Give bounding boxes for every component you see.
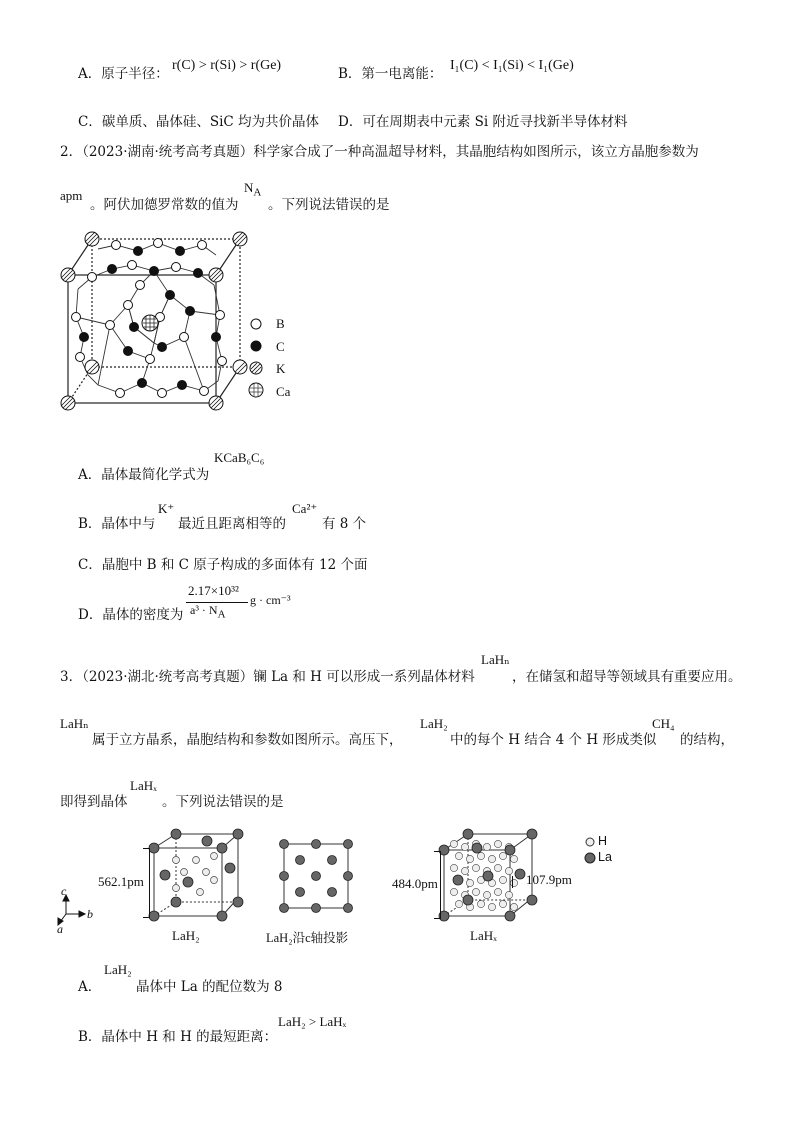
- q2-stem-line2a: 。阿伏加德罗常数的值为: [90, 197, 239, 213]
- q3-option-a-formula: LaH₂: [104, 962, 132, 977]
- q2-option-c: C．晶胞中 B 和 C 原子构成的多面体有 12 个面: [78, 557, 368, 573]
- q3-stem-lah2: LaH₂: [420, 716, 448, 731]
- h-atom: [494, 864, 501, 871]
- q2-option-a-formula: KCaB₆C₆: [214, 450, 265, 465]
- q3-legend-symbols: [582, 834, 598, 868]
- q3-option-b-text: B．晶体中 H 和 H 的最短距离：: [78, 1029, 278, 1045]
- q3-axis-c: c: [61, 884, 67, 898]
- q3-fig-dim3: 107.9pm: [526, 872, 572, 887]
- q2-option-d-numerator: 2.17×10³²: [188, 583, 239, 598]
- h-atom: [483, 843, 490, 850]
- q3-stem-line2b: 中的每个 H 结合 4 个 H 形成类似: [450, 732, 657, 748]
- legend-c-icon: [251, 341, 261, 351]
- h-atom: [477, 852, 484, 859]
- q3-legend-h: H: [598, 834, 608, 848]
- q2-option-b-ion2: Ca²⁺: [292, 501, 318, 516]
- h-atom: [510, 855, 517, 862]
- h-atom: [510, 903, 517, 910]
- q2-option-d-unit: g · cm⁻³: [250, 593, 291, 607]
- q2-legend-symbols: [246, 312, 270, 392]
- q2-legend-k: K: [276, 361, 286, 376]
- h-atom: [505, 867, 512, 874]
- h-atom: [472, 864, 479, 871]
- q3-stem-line3a: 即得到晶体: [60, 794, 128, 810]
- q2-crystal-figure: [58, 225, 238, 415]
- q3-axis-a: a: [57, 922, 63, 936]
- q2-option-d-den-main: a³ · N: [190, 603, 218, 617]
- h-atom: [477, 900, 484, 907]
- q1-option-d: D．可在周期表中元素 Si 附近寻找新半导体材料: [338, 114, 628, 130]
- q1-option-b-label: B．第一电离能：: [338, 66, 443, 82]
- q2-na-symbol: N: [244, 180, 254, 195]
- q3-stem-line2c: 的结构，: [680, 732, 734, 748]
- q3-option-b-expr: LaH₂ > LaHₓ: [278, 1014, 347, 1029]
- q3-stem-line2-formula: LaHₙ: [60, 716, 89, 731]
- q3-stem-lahn: LaHₙ: [481, 652, 510, 667]
- h-atom: [499, 852, 506, 859]
- h-atom: [488, 855, 495, 862]
- h-atom: [488, 903, 495, 910]
- legend-b-icon: [251, 319, 261, 329]
- q1-option-a-label: A．原子半径：: [78, 66, 169, 82]
- q3-stem-line1b: ，在储氢和超导等领域具有重要应用。: [512, 669, 742, 685]
- q3-stem-ch4: CH₄: [652, 716, 675, 731]
- q3-axis-b: b: [87, 907, 93, 921]
- q1-option-b: [338, 62, 442, 82]
- q2-stem-line1: 2．（2023·湖南·统考高考真题）科学家合成了一种高温超导材料，其晶胞结构如图所示，该立方晶胞参数为: [60, 144, 699, 160]
- q2-option-b-text2: 最近且距离相等的: [178, 516, 286, 532]
- q2-na-sub: A: [253, 186, 262, 199]
- q2-option-b-text3: 有 8 个: [322, 516, 367, 532]
- h-atom: [461, 843, 468, 850]
- q2-stem-apm: apm: [60, 188, 83, 203]
- q3-legend-la: La: [598, 850, 612, 864]
- h-atom: [466, 855, 473, 862]
- q1-option-c: C．碳单质、晶体硅、SiC 均为共价晶体: [78, 114, 320, 130]
- q2-legend-b: B: [276, 316, 285, 331]
- q3-fig-dim2: 484.0pm: [392, 876, 438, 891]
- q2-legend-c: C: [276, 339, 285, 354]
- q3-option-a-text: 晶体中 La 的配位数为 8: [136, 979, 283, 995]
- h-atom: [455, 852, 462, 859]
- q3-stem-line1: 3．（2023·湖北·统考高考真题）镧 La 和 H 可以形成一系列晶体材料: [60, 669, 475, 685]
- q2-stem-line2b: 。下列说法错误的是: [268, 197, 390, 213]
- h-atom: [494, 840, 501, 847]
- q3-stem-lahx: LaHₓ: [130, 778, 157, 793]
- h-atom: [450, 864, 457, 871]
- q2-legend-ca: Ca: [276, 384, 291, 399]
- q3-option-a-prefix: A．: [78, 979, 102, 995]
- q3-fig-cap2: LaH₂沿c轴投影: [266, 931, 349, 945]
- q2-option-b-text1: B．晶体中与: [78, 516, 156, 532]
- h-atom: [483, 891, 490, 898]
- q3-dim-pointer: [512, 876, 523, 888]
- q3-lah2-cell: [148, 828, 248, 928]
- h-atom: [450, 840, 457, 847]
- q3-stem-line2a: 属于立方晶系，晶胞结构和参数如图所示。高压下，: [92, 732, 403, 748]
- h-atom: [494, 888, 501, 895]
- q2-option-d-den-sub: A: [217, 608, 226, 621]
- h-atom: [461, 867, 468, 874]
- q1-option-a-expr: r(C) > r(Si) > r(Ge): [172, 58, 282, 73]
- h-atom: [450, 888, 457, 895]
- legend-h-icon: [586, 838, 594, 846]
- q1-option-b-expr: I₁(C) < I₁(Si) < I₁(Ge): [450, 58, 574, 73]
- q1-option-a: [78, 62, 169, 82]
- q2-option-d-text: D．晶体的密度为: [78, 607, 184, 623]
- h-atom: [472, 888, 479, 895]
- h-atom: [455, 900, 462, 907]
- q3-dim-bracket-1: [143, 848, 150, 918]
- h-atom: [499, 876, 506, 883]
- h-atom: [505, 891, 512, 898]
- q3-fig-cap1: LaH₂: [172, 928, 200, 943]
- q2-option-d-denominator: [190, 603, 226, 620]
- q3-lah2-projection: [276, 836, 356, 916]
- h-atom: [499, 900, 506, 907]
- q2-option-b-ion1: K⁺: [158, 501, 175, 516]
- q2-stem-na: [244, 180, 261, 199]
- q2-option-a: A．晶体最简化学式为: [78, 467, 210, 483]
- legend-ca-icon: [249, 383, 263, 397]
- q3-fig-dim1: 562.1pm: [98, 874, 144, 889]
- q3-stem-line3b: 。下列说法错误的是: [162, 794, 284, 810]
- legend-la-icon: [585, 853, 595, 863]
- h-atom: [466, 879, 473, 886]
- q3-fig-cap3: LaHₓ: [470, 928, 497, 943]
